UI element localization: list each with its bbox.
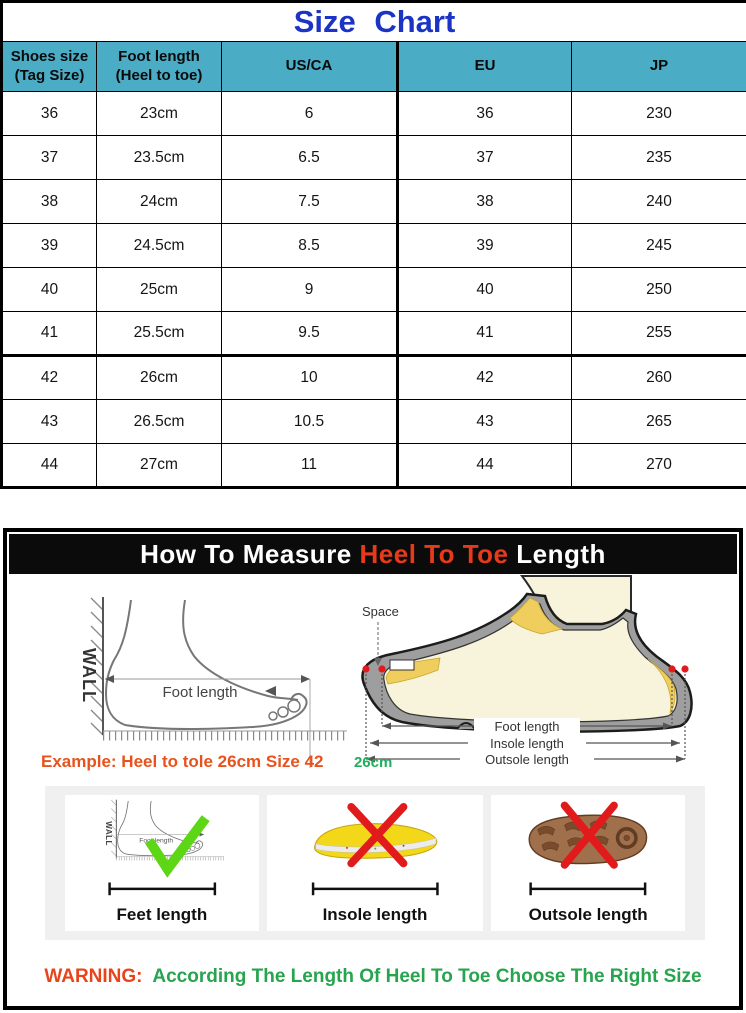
table-row <box>2 356 746 400</box>
size-cell: 260 <box>572 356 746 400</box>
col-header-us-ca: US/CA <box>222 42 398 92</box>
length-bracket <box>110 883 215 896</box>
example-value: 26cm <box>353 754 393 771</box>
size-cell: 42 <box>398 356 572 400</box>
col-header-line: Shoes size <box>10 47 89 65</box>
toe-space-gap <box>390 660 414 670</box>
size-cell: 37 <box>398 136 572 180</box>
size-cell: 230 <box>572 92 746 136</box>
size-cell: 8.5 <box>222 224 398 268</box>
size-cell: 38 <box>398 180 572 224</box>
size-cell: 40 <box>398 268 572 312</box>
page-title: Size Chart <box>2 2 746 42</box>
col-header-foot-length <box>97 42 222 92</box>
size-cell: 38 <box>2 180 97 224</box>
warning-label: WARNING: <box>44 966 148 987</box>
col-header-line: (Heel to toe) <box>115 66 203 84</box>
size-cell: 23.5cm <box>97 136 222 180</box>
size-cell: 39 <box>2 224 97 268</box>
outsole-diagram <box>493 797 683 903</box>
measure-title-part1: How To Measure <box>140 539 360 569</box>
measure-title-part2: Length <box>508 539 606 569</box>
size-cell: 6.5 <box>222 136 398 180</box>
size-cell: 43 <box>2 400 97 444</box>
dim-foot-length-label: Foot length <box>494 719 560 734</box>
length-bracket <box>531 883 645 896</box>
measure-title-highlight: Heel To Toe <box>359 539 509 569</box>
card-label: Feet length <box>116 905 208 924</box>
outsole-length-card <box>491 795 685 931</box>
table-row <box>2 92 746 136</box>
size-cell: 25.5cm <box>97 312 222 356</box>
example-text: Example: Heel to tole 26cm Size 42 <box>41 752 324 771</box>
size-cell: 39 <box>398 224 572 268</box>
warning-line <box>9 966 737 988</box>
wall-label: WALL <box>79 648 99 703</box>
warning-text: According The Length Of Heel To Toe Choose The Right Size <box>147 966 702 987</box>
space-label: Space <box>362 604 399 619</box>
size-cell: 44 <box>398 444 572 488</box>
foot-length-label-small: Foot length <box>139 837 174 845</box>
col-header-shoes-size <box>2 42 97 92</box>
table-row <box>2 312 746 356</box>
table-row <box>2 268 746 312</box>
size-cell: 42 <box>2 356 97 400</box>
size-cell: 23cm <box>97 92 222 136</box>
size-cell: 27cm <box>97 444 222 488</box>
size-cell: 245 <box>572 224 746 268</box>
size-cell: 41 <box>2 312 97 356</box>
size-cell: 10 <box>222 356 398 400</box>
size-cell: 26cm <box>97 356 222 400</box>
col-header-line: Foot length <box>118 47 200 65</box>
size-cell: 43 <box>398 400 572 444</box>
feet-length-card <box>65 795 259 931</box>
size-cell: 9.5 <box>222 312 398 356</box>
size-chart-title-row <box>2 2 746 42</box>
size-cell: 36 <box>2 92 97 136</box>
size-cell: 44 <box>2 444 97 488</box>
dim-outsole-length-label: Outsole length <box>485 752 569 767</box>
card-label: Insole length <box>322 905 428 924</box>
size-chart-table <box>0 0 746 489</box>
insole-length-card <box>267 795 484 931</box>
size-table-header-row <box>2 42 746 92</box>
size-cell: 40 <box>2 268 97 312</box>
measure-section-title <box>9 534 737 574</box>
measure-body <box>9 574 737 1006</box>
table-row <box>2 224 746 268</box>
size-cell: 24cm <box>97 180 222 224</box>
size-cell: 9 <box>222 268 398 312</box>
size-cell: 10.5 <box>222 400 398 444</box>
feet-length-diagram <box>67 797 257 903</box>
foot-length-label: Foot length <box>162 684 238 701</box>
size-cell: 26.5cm <box>97 400 222 444</box>
table-row <box>2 400 746 444</box>
dim-insole-length-label: Insole length <box>490 736 564 751</box>
table-row <box>2 180 746 224</box>
shoe-cross-section-diagram <box>342 574 740 774</box>
size-cell: 255 <box>572 312 746 356</box>
size-cell: 7.5 <box>222 180 398 224</box>
length-bracket <box>313 883 437 896</box>
size-cell: 240 <box>572 180 746 224</box>
table-row <box>2 136 746 180</box>
table-row <box>2 444 746 488</box>
size-cell: 265 <box>572 400 746 444</box>
size-table-body <box>2 92 746 488</box>
size-cell: 250 <box>572 268 746 312</box>
measure-section <box>3 528 743 1010</box>
examples-panel <box>45 786 705 940</box>
size-cell: 11 <box>222 444 398 488</box>
col-header-eu: EU <box>398 42 572 92</box>
size-cell: 235 <box>572 136 746 180</box>
foot-sketch <box>106 600 307 729</box>
size-cell: 24.5cm <box>97 224 222 268</box>
size-cell: 41 <box>398 312 572 356</box>
size-cell: 36 <box>398 92 572 136</box>
size-cell: 270 <box>572 444 746 488</box>
size-cell: 25cm <box>97 268 222 312</box>
card-label: Outsole length <box>528 905 648 924</box>
col-header-jp: JP <box>572 42 746 92</box>
insole-diagram <box>269 797 482 903</box>
col-header-line: (Tag Size) <box>14 66 85 84</box>
size-cell: 6 <box>222 92 398 136</box>
wall-label-small: WALL <box>104 821 114 846</box>
size-cell: 37 <box>2 136 97 180</box>
example-line <box>41 752 392 772</box>
foot-wall-diagram <box>67 594 349 770</box>
